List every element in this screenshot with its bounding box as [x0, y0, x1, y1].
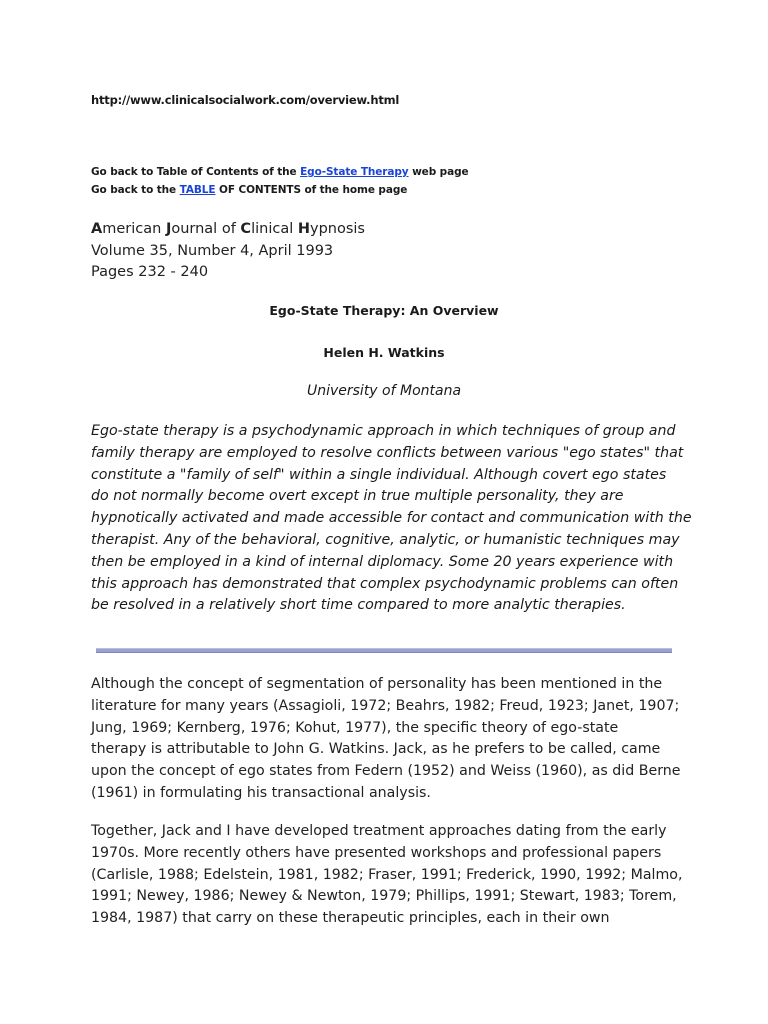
abstract-line: hypnotically activated and made accessible for contact and communication with the	[91, 510, 692, 527]
journal-volume: Volume 35, Number 4, April 1993	[91, 242, 334, 259]
journal-initial: C	[240, 221, 252, 237]
article-author: Helen H. Watkins	[323, 345, 445, 360]
abstract-line: constitute a "family of self" within a single individual. Although covert ego states	[91, 466, 667, 483]
abstract-line: family therapy are employed to resolve conflicts between various "ego states" that	[91, 444, 684, 461]
paragraph-line: therapy is attributable to John G. Watkins. Jack, as he prefers to be called, came	[91, 741, 661, 758]
author-affiliation: University of Montana	[306, 383, 462, 399]
journal-initial: A	[91, 221, 103, 237]
nav-line1-prefix: Go back to Table of Contents of the	[91, 166, 301, 178]
article-title: Ego-State Therapy: An Overview	[269, 303, 499, 318]
abstract-line: therapist. Any of the behavioral, cognitive, analytic, or humanistic techniques may	[91, 531, 680, 548]
paragraph-line: upon the concept of ego states from Federn (1952) and Weiss (1960), as did Berne	[91, 763, 681, 780]
nav-line-home	[91, 184, 407, 196]
paragraph-line: (1961) in formulating his transactional analysis.	[91, 784, 431, 801]
body-paragraph-1	[91, 674, 691, 805]
journal-word: merican	[102, 221, 166, 237]
abstract-line: Ego-state therapy is a psychodynamic approach in which techniques of group and	[91, 423, 676, 439]
paragraph-line: (Carlisle, 1988; Edelstein, 1981, 1982; Fraser, 1991; Frederick, 1990, 1992; Malmo,	[91, 866, 683, 883]
journal-pages: Pages 232 - 240	[91, 264, 209, 280]
horizontal-rule	[96, 648, 672, 653]
journal-initial: H	[297, 221, 310, 237]
paragraph-line: 1984, 1987) that carry on these therapeutic principles, each in their own	[91, 910, 610, 927]
paragraph-line: Jung, 1969; Kernberg, 1976; Kohut, 1977), the specific theory of ego-state	[91, 719, 619, 736]
paragraph-line: literature for many years (Assagioli, 1972; Beahrs, 1982; Freud, 1923; Janet, 1907;	[91, 697, 680, 714]
journal-initial: J	[165, 221, 172, 237]
abstract	[91, 421, 691, 617]
table-link[interactable]: TABLE	[179, 184, 216, 196]
nav-line2-suffix: OF CONTENTS of the home page	[215, 184, 408, 196]
abstract-line: be resolved in a relatively short time compared to more analytic therapies.	[91, 597, 626, 614]
abstract-line: do not normally become overt except in true multiple personality, they are	[91, 488, 624, 505]
paragraph-line: Together, Jack and I have developed treatment approaches dating from the early	[91, 823, 667, 839]
journal-word: ournal of	[171, 221, 241, 237]
paragraph-line: 1991; Newey, 1986; Newey & Newton, 1979; Phillips, 1991; Stewart, 1983; Torem,	[91, 888, 677, 905]
body-paragraph-2	[91, 821, 691, 930]
paragraph-line: 1970s. More recently others have presented workshops and professional papers	[91, 844, 662, 861]
abstract-line: then be employed in a kind of internal diplomacy. Some 20 years experience with	[91, 553, 674, 570]
nav-line-ego-state	[91, 166, 469, 178]
source-url: http://www.clinicalsocialwork.com/overview.html	[91, 93, 400, 107]
journal-word: ypnosis	[310, 221, 365, 237]
journal-name	[91, 219, 365, 241]
abstract-line: this approach has demonstrated that complex psychodynamic problems can often	[91, 575, 679, 592]
paragraph-line: Although the concept of segmentation of personality has been mentioned in the	[91, 676, 663, 692]
ego-state-therapy-link[interactable]: Ego-State Therapy	[300, 166, 409, 178]
nav-line1-suffix: web page	[408, 166, 469, 178]
journal-word: linical	[251, 221, 298, 237]
nav-line2-prefix: Go back to the	[91, 184, 180, 196]
journal-citation	[91, 219, 365, 284]
